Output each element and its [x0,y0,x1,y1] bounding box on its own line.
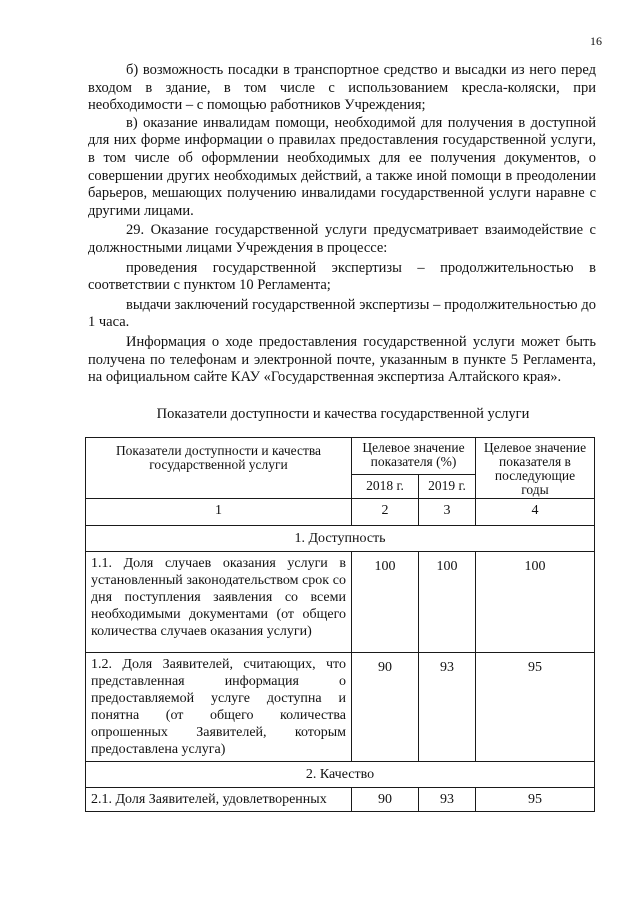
value-2018: 90 [352,653,419,762]
table-cell: 4 [476,499,595,526]
header-year-2019: 2019 г. [419,474,476,498]
value-2018: 90 [352,788,419,812]
value-future: 95 [476,653,595,762]
section-row [86,762,595,788]
page-number: 16 [590,34,602,48]
value-2018: 100 [352,552,419,653]
value-2019: 93 [419,788,476,812]
indicator-label: 1.1. Доля случаев оказания услуги в установленный законодательством срок со дня поступления заявления со всеми необходимыми документами (от общего количества случаев оказания услуги) [86,552,352,653]
paragraph: б) возможность посадки в транспортное средство и высадки из него перед входом в здание, в том числе с использованием кресла-коляски, при необходимости – с помощью работников Учреждения; [88,62,596,114]
table-row [86,552,595,653]
body-text [88,62,596,387]
indicators-table [85,437,595,812]
indicator-label: 2.1. Доля Заявителей, удовлетворенных [86,788,352,812]
paragraph: 29. Оказание государственной услуги предусматривает взаимодействие с должностными лицами Учреждения в процессе: [88,222,596,256]
header-indicator: Показатели доступности и качества государственной услуги [86,438,352,499]
table-index-row [86,499,595,526]
paragraph: Информация о ходе предоставления государственной услуги может быть получена по телефонам и электронной почте, указанным в пункте 5 Регламента, на официальном сайте КАУ «Государственная экспертиза Алтайского края». [88,333,596,386]
value-2019: 93 [419,653,476,762]
paragraph: в) оказание инвалидам помощи, необходимой для получения в доступной для них форме информации о правилах предоставления государственной услуги, в том числе об оформлении необходимых для ее получения документов, о совершении других необходимых действий, а также иной помощи в преодолении барьеров, мешающих получению инвалидами государственной услуги наравне с другими лицами. [88,114,596,219]
paragraph: выдачи заключений государственной экспертизы – продолжительностью до 1 часа. [88,296,596,331]
indicator-label: 1.2. Доля Заявителей, считающих, что представленная информация о предоставляемой услуге доступна и понятна (от общего количества опрошенных Заявителей, которым предоставлена услуга) [86,653,352,762]
table-title: Показатели доступности и качества государственной услуги [156,406,530,422]
value-future: 95 [476,788,595,812]
section-row [86,526,595,552]
table-cell: 2 [352,499,419,526]
value-future: 100 [476,552,595,653]
header-year-2018: 2018 г. [352,474,419,498]
value-2019: 100 [419,552,476,653]
section-title: 2. Качество [86,762,595,788]
table-row [86,788,595,812]
table-cell: 1 [86,499,352,526]
paragraph: проведения государственной экспертизы – продолжительностью в соответствии с пунктом 10 Регламента; [88,259,596,294]
table-row [86,653,595,762]
section-title: 1. Доступность [86,526,595,552]
header-future: Целевое значение показателя в последующие годы [476,438,595,499]
table-cell: 3 [419,499,476,526]
header-target: Целевое значение показателя (%) [352,438,476,475]
table-header-row [86,438,595,475]
